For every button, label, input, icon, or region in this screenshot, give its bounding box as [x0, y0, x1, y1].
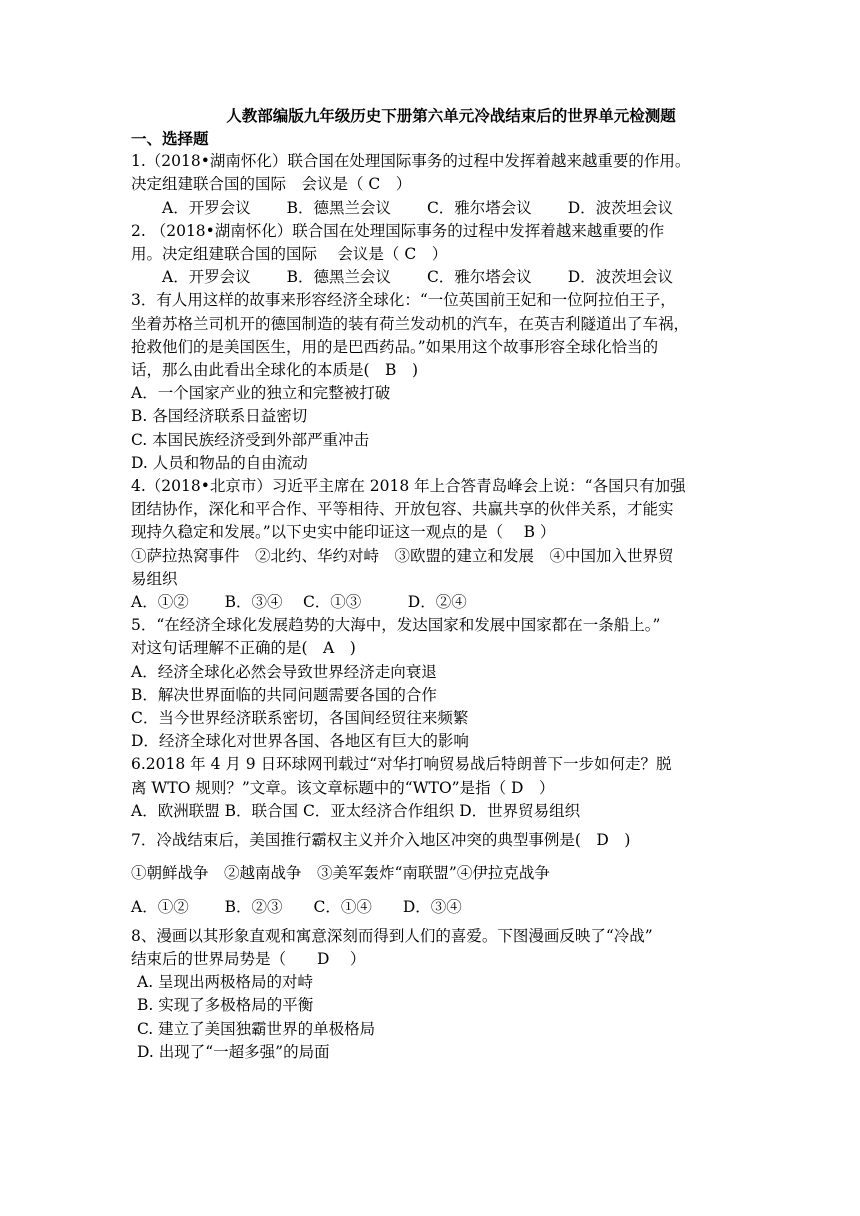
question-5-option-d: D．经济全球化对世界各国、各地区有巨大的影响 [131, 732, 469, 751]
question-8-option-a: A. 呈现出两极格局的对峙 [137, 973, 314, 992]
question-8 [131, 925, 731, 1064]
question-8-stem-line-1: 8、漫画以其形象直观和寓意深刻而得到人们的喜爱。下图漫画反映了“冷战” [131, 926, 653, 945]
question-2-options: A．开罗会议 B．德黑兰会议 C．雅尔塔会议 D．波茨坦会议 [162, 268, 674, 287]
question-3-stem-line-3: 抢救他们的是美国医生，用的是巴西药品。”如果用这个故事形容全球化恰当的 [131, 337, 659, 356]
question-3-option-a: A．一个国家产业的独立和完整被打破 [131, 384, 391, 403]
question-1-stem-line-2: 决定组建联合国的国际 会议是（ C ） [131, 175, 412, 194]
question-5-stem-line-2: 对这句话理解不正确的是( A ) [131, 639, 356, 658]
question-3 [131, 289, 731, 475]
question-6-options: A．欧洲联盟 B．联合国 C．亚太经济合作组织 D．世界贸易组织 [131, 801, 581, 820]
question-2-stem-line-2: 用。决定组建联合国的国际 会议是（ C ） [131, 245, 448, 264]
question-4-items-line-1: ①萨拉热窝事件 ②北约、华约对峙 ③欧盟的建立和发展 ④中国加入世界贸 [131, 546, 674, 565]
document-title: 人教部编版九年级历史下册第六单元冷战结束后的世界单元检测题 [226, 106, 676, 125]
question-6 [131, 753, 731, 823]
question-7 [131, 829, 731, 919]
question-3-option-d: D. 人员和物品的自由流动 [131, 453, 308, 472]
question-7-items: ①朝鲜战争 ②越南战争 ③美军轰炸“南联盟”④伊拉克战争 [131, 864, 550, 883]
question-2-stem-line-1: 2. （2018•湖南怀化）联合国在处理国际事务的过程中发挥着越来越重要的作 [131, 221, 665, 240]
question-4-stem-line-2: 团结协作，深化和平合作、平等相待、开放包容、共赢共享的伙伴关系，才能实 [131, 500, 674, 519]
question-5 [131, 614, 731, 753]
question-4-options: A．①② B．③④ C．①③ D．②④ [131, 593, 467, 612]
question-3-option-b: B. 各国经济联系日益密切 [131, 407, 308, 426]
section-heading: 一、选择题 [131, 129, 209, 148]
question-8-stem-line-2: 结束后的世界局势是（ D ） [131, 949, 366, 968]
question-4-stem-line-1: 4.（2018•北京市）习近平主席在 2018 年上合答青岛峰会上说：“各国只有加强 [131, 477, 686, 496]
question-5-option-c: C．当今世界经济联系密切，各国间经贸往来频繁 [131, 709, 469, 728]
question-6-stem-line-2: 离 WTO 规则？”文章。该文章标题中的“WTO”是指（ D ） [131, 778, 555, 797]
question-8-option-b: B. 实现了多极格局的平衡 [137, 996, 314, 1015]
question-8-option-c: C. 建立了美国独霸世界的单极格局 [137, 1019, 376, 1038]
question-4 [131, 475, 731, 614]
question-7-options: A．①② B．②③ C．①④ D．③④ [131, 897, 462, 916]
question-1-options: A．开罗会议 B．德黑兰会议 C．雅尔塔会议 D．波茨坦会议 [162, 198, 674, 217]
question-3-stem-line-2: 坐着苏格兰司机开的德国制造的装有荷兰发动机的汽车，在英吉利隧道出了车祸， [131, 314, 690, 333]
document-page [131, 104, 731, 1064]
question-7-stem: 7．冷战结束后，美国推行霸权主义并介入地区冲突的典型事例是( D ) [131, 831, 631, 850]
question-6-stem-line-1: 6.2018 年 4 月 9 日环球网刊载过“对华打响贸易战后特朗普下一步如何走？脱 [131, 755, 672, 774]
question-2 [131, 220, 731, 290]
question-5-stem-line-1: 5．“在经济全球化发展趋势的大海中，发达国家和发展中国家都在一条船上。” [131, 616, 661, 635]
question-5-option-a: A．经济全球化必然会导致世界经济走向衰退 [131, 662, 437, 681]
question-1-stem-line-1: 1.（2018•湖南怀化）联合国在处理国际事务的过程中发挥着越来越重要的作用。 [131, 152, 691, 171]
question-4-stem-line-3: 现持久稳定和发展。”以下史实中能印证这一观点的是（ B ） [131, 523, 556, 542]
question-3-stem-line-1: 3．有人用这样的故事来形容经济全球化：“一位英国前王妃和一位阿拉伯王子， [131, 291, 676, 310]
question-8-option-d: D. 出现了“一超多强”的局面 [137, 1042, 330, 1061]
question-4-items-line-2: 易组织 [131, 569, 178, 588]
question-3-option-c: C. 本国民族经济受到外部严重冲击 [131, 430, 370, 449]
question-3-stem-line-4: 话，那么由此看出全球化的本质是( B ) [131, 361, 418, 380]
question-1 [131, 150, 731, 220]
question-5-option-b: B．解决世界面临的共同问题需要各国的合作 [131, 685, 437, 704]
